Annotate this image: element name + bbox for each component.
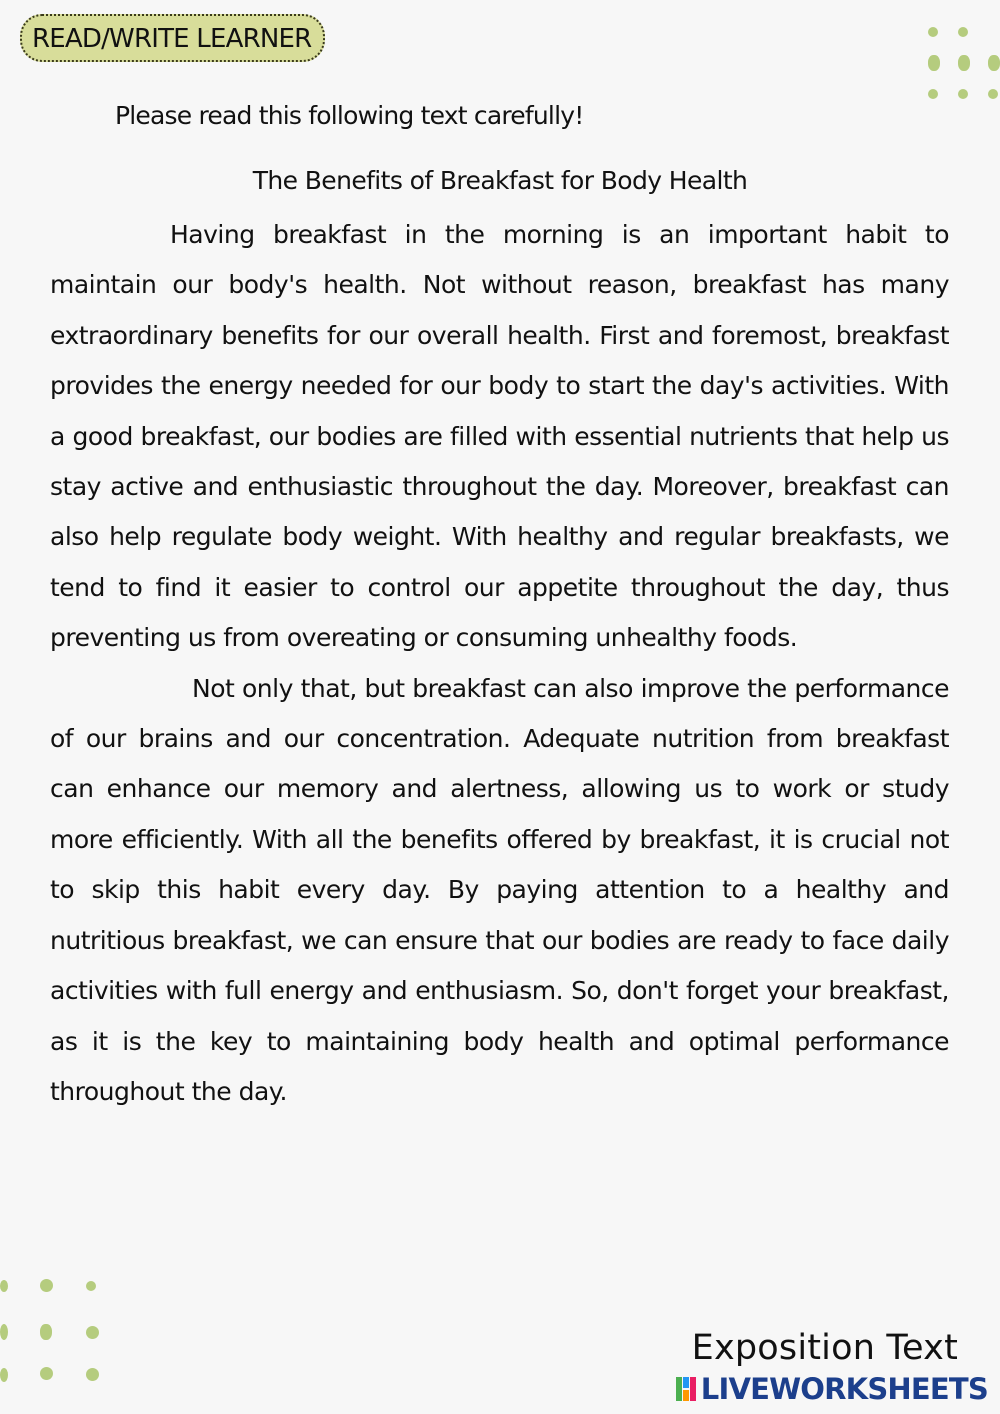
paragraph-1: Having breakfast in the morning is an important habit to maintain our body's health. Not without reason, breakfast has many extraordinary benefits for our overall health. First and foremost, breakfast provides the energy needed for our body to start the day's activities. With a good breakfast, our bodies are filled with essential nutrients that help us stay active and enthusiastic throughout the day. Moreover, breakfast can also help regulate body weight. With healthy and regular breakfasts, we tend to find it easier to control our appetite throughout the day, thus preventing us from overeating or consuming unhealthy foods. <box>50 220 949 653</box>
text-type-label: Exposition Text <box>691 1328 958 1368</box>
paragraph-2: Not only that, but breakfast can also improve the performance of our brains and our concentration. Adequate nutrition from breakfast can enhance our memory and alertness, allowing us to work or study more efficiently. With all the benefits offered by breakfast, it is crucial not to skip this habit every day. By paying attention to a healthy and nutritious breakfast, we can ensure that our bodies are ready to face daily activities with full energy and enthusiasm. So, don't forget your breakfast, as it is the key to maintaining body health and optimal performance throughout the day. <box>50 673 949 1106</box>
brand-logo <box>676 1372 988 1406</box>
instruction-text: Please read this following text carefully! <box>115 101 584 130</box>
brand-name: LIVEWORKSHEETS <box>700 1372 988 1406</box>
article-body <box>50 210 949 1117</box>
article-title: The Benefits of Breakfast for Body Health <box>252 166 748 195</box>
title-badge: READ/WRITE LEARNER <box>20 14 325 62</box>
liveworksheets-icon <box>676 1377 698 1401</box>
